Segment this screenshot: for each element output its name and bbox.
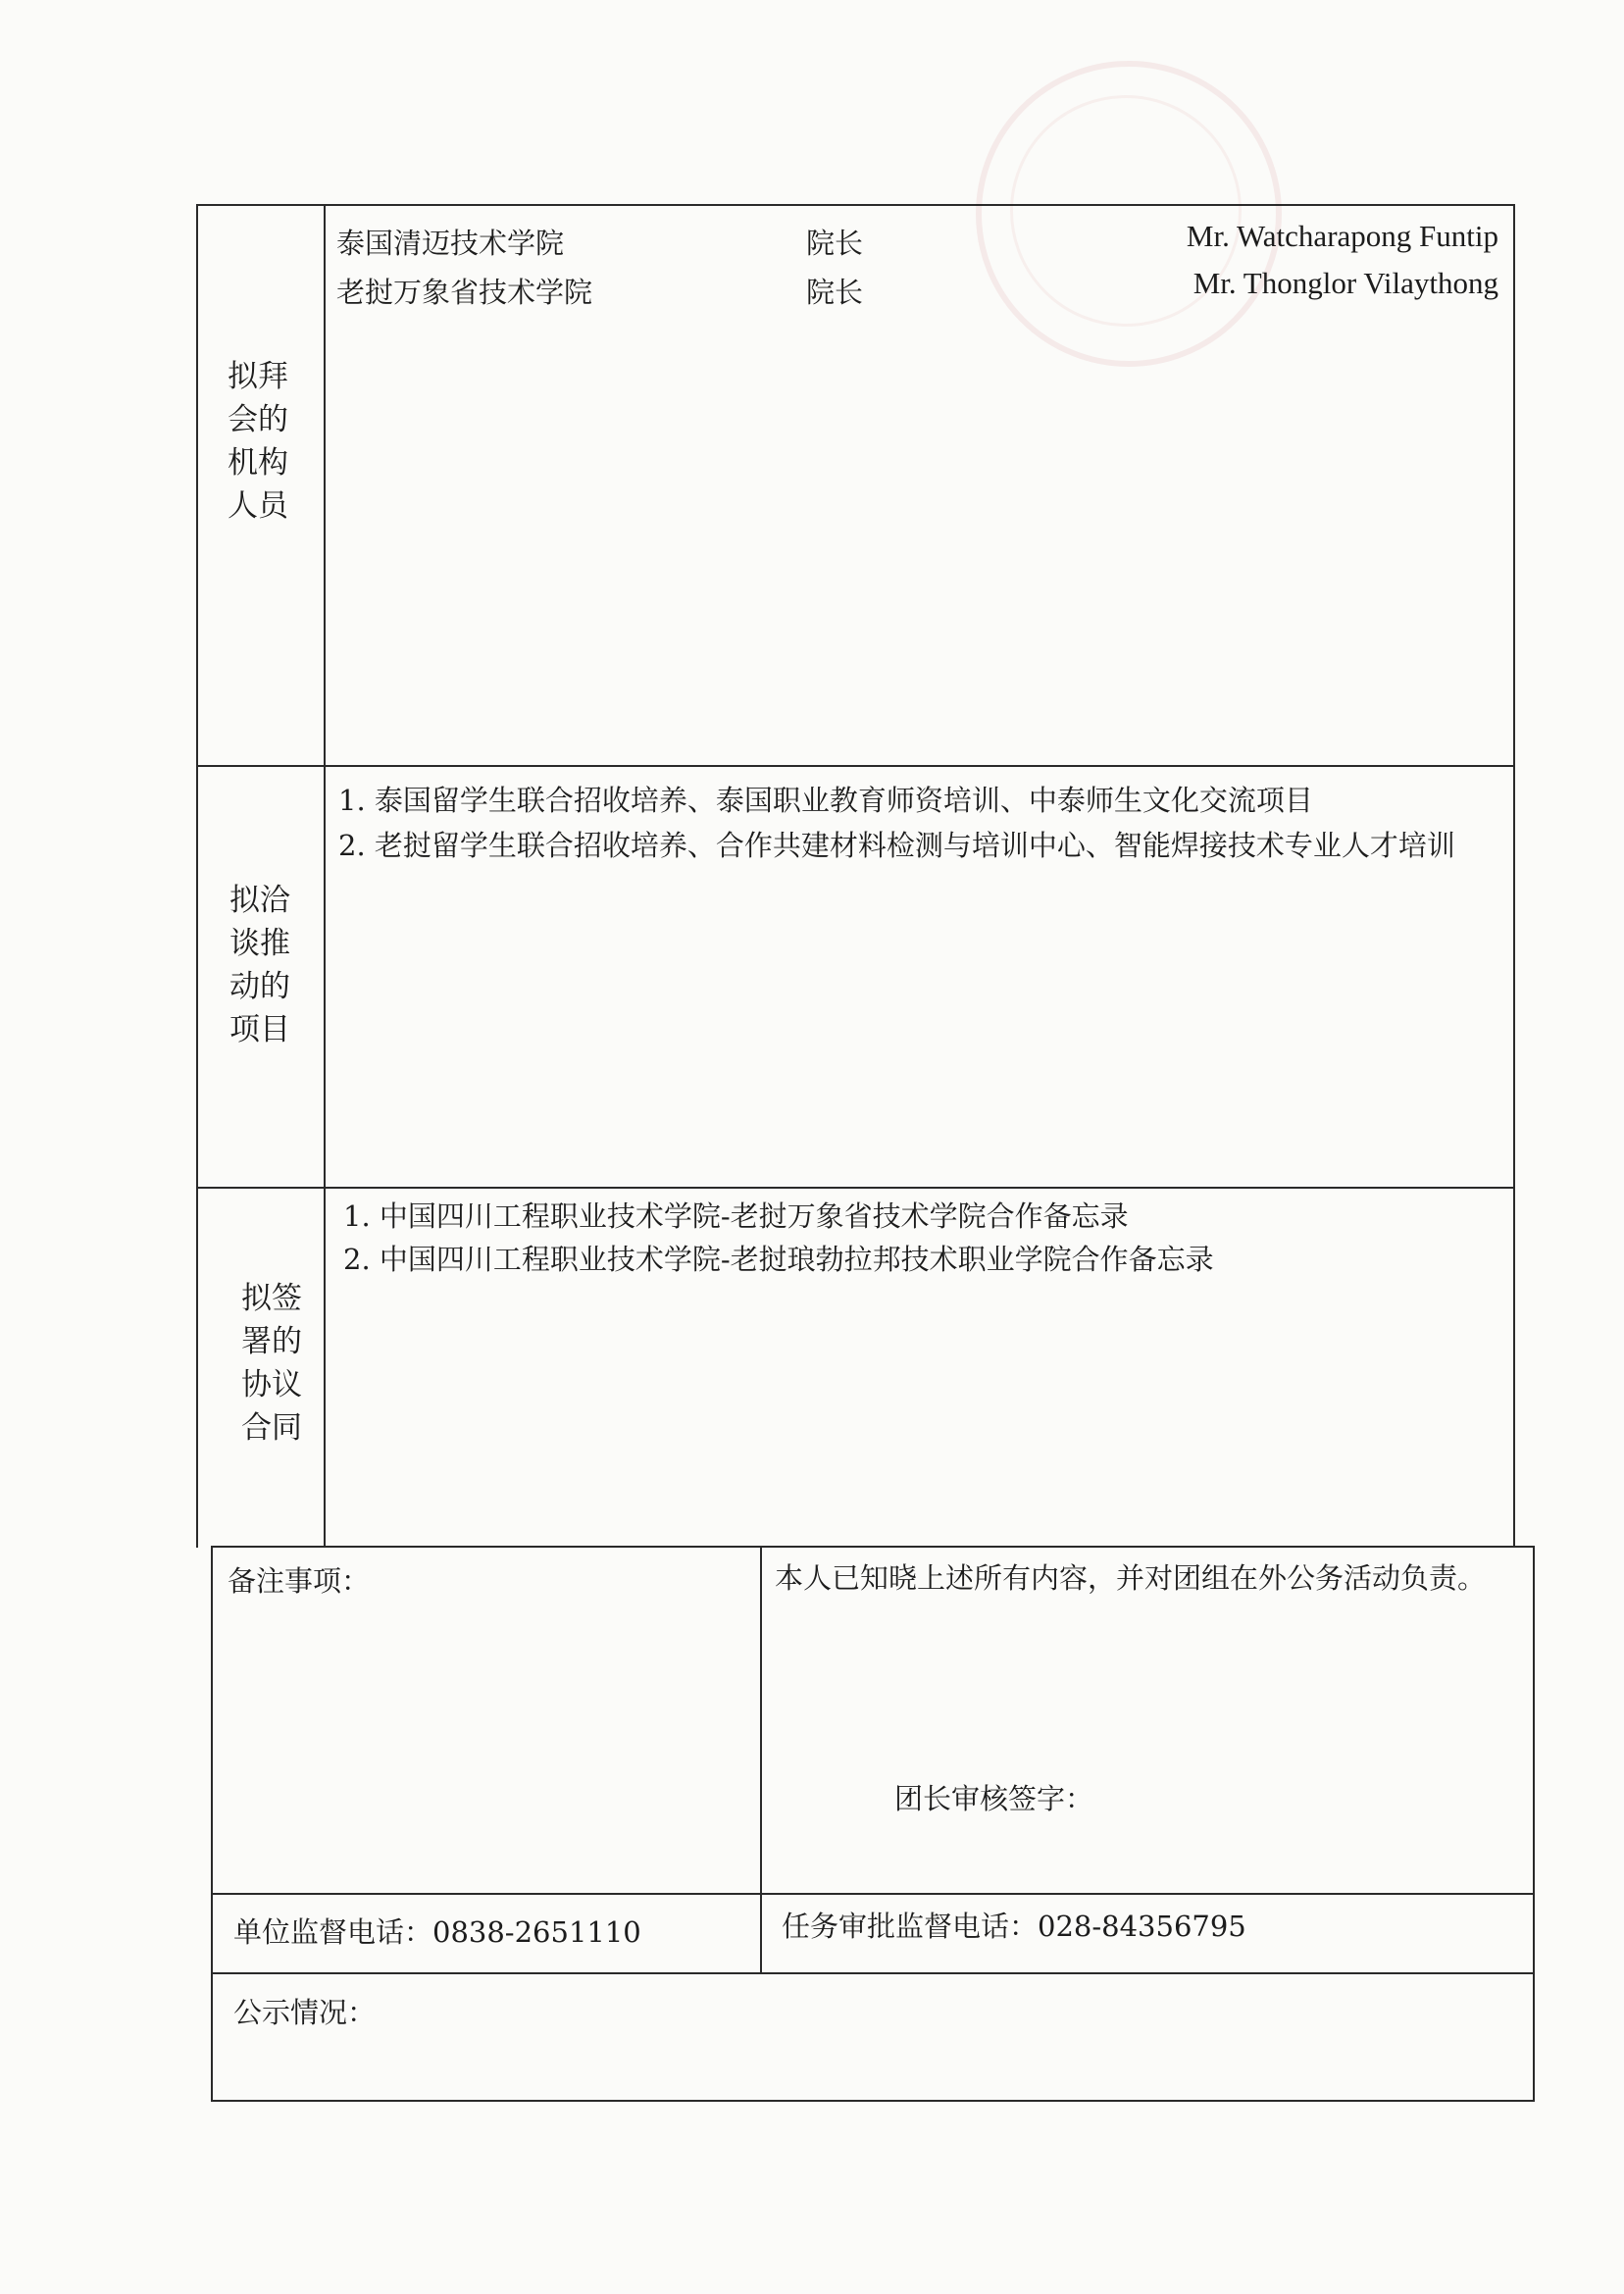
responsibility-statement: 本人已知晓上述所有内容，并对团组在外公务活动负责。: [775, 1561, 1487, 1595]
visit-name-1: Mr. Watcharapong Funtip: [1186, 219, 1498, 253]
label-line: 人员: [228, 488, 288, 524]
project-item-1: 1. 泰国留学生联合招收培养、泰国职业教育师资培训、中泰师生文化交流项目: [338, 784, 1313, 817]
row-divider-4: [211, 1893, 1535, 1895]
label-line: 合同: [241, 1410, 302, 1446]
lower-middle-divider: [760, 1546, 762, 1973]
section-label-projects: [216, 879, 304, 1051]
lower-left-border: [211, 1546, 213, 2102]
visit-title-1: 院长: [806, 227, 864, 260]
label-line: 谈推: [229, 926, 290, 961]
visit-name-2: Mr. Thonglor Vilaythong: [1193, 266, 1498, 300]
visit-org-2: 老挝万象省技术学院: [336, 276, 593, 309]
row-divider-1: [196, 765, 1515, 767]
remarks-label: 备注事项：: [228, 1564, 371, 1598]
label-line: 动的: [229, 969, 290, 1004]
label-line: 会的: [228, 402, 288, 437]
agreement-item-1: 1. 中国四川工程职业技术学院-老挝万象省技术学院合作备忘录: [343, 1199, 1129, 1233]
label-line: 机构: [228, 445, 288, 481]
label-line: 拟签: [241, 1281, 302, 1316]
visit-title-2: 院长: [806, 276, 864, 309]
leader-signature-label: 团长审核签字：: [894, 1782, 1094, 1815]
table-left-border: [196, 204, 198, 1548]
label-line: 协议: [241, 1367, 302, 1402]
label-line: 拟洽: [229, 883, 290, 918]
publicity-label: 公示情况：: [233, 1996, 377, 2029]
table-right-border: [1513, 204, 1515, 1548]
table-top-border: [196, 204, 1515, 206]
project-item-2: 2. 老挝留学生联合招收培养、合作共建材料检测与培训中心、智能焊接技术专业人才培训: [338, 829, 1455, 862]
lower-right-border: [1533, 1546, 1535, 2102]
label-line: 署的: [241, 1324, 302, 1359]
row-divider-2: [196, 1187, 1515, 1189]
visit-org-1: 泰国清迈技术学院: [336, 227, 565, 260]
row-divider-5: [211, 1972, 1535, 1974]
label-line: 项目: [229, 1012, 290, 1047]
unit-supervision-phone: 单位监督电话：0838-2651110: [233, 1915, 641, 1949]
section-label-visit-persons: [214, 355, 302, 528]
table-bottom-border: [211, 2100, 1535, 2102]
label-line: 拟拜: [228, 359, 288, 394]
row-divider-3: [211, 1546, 1535, 1548]
section-label-agreements: [228, 1277, 316, 1450]
label-column-divider: [324, 204, 326, 1548]
agreement-item-2: 2. 中国四川工程职业技术学院-老挝琅勃拉邦技术职业学院合作备忘录: [343, 1243, 1214, 1276]
task-approval-phone: 任务审批监督电话：028-84356795: [782, 1910, 1246, 1943]
